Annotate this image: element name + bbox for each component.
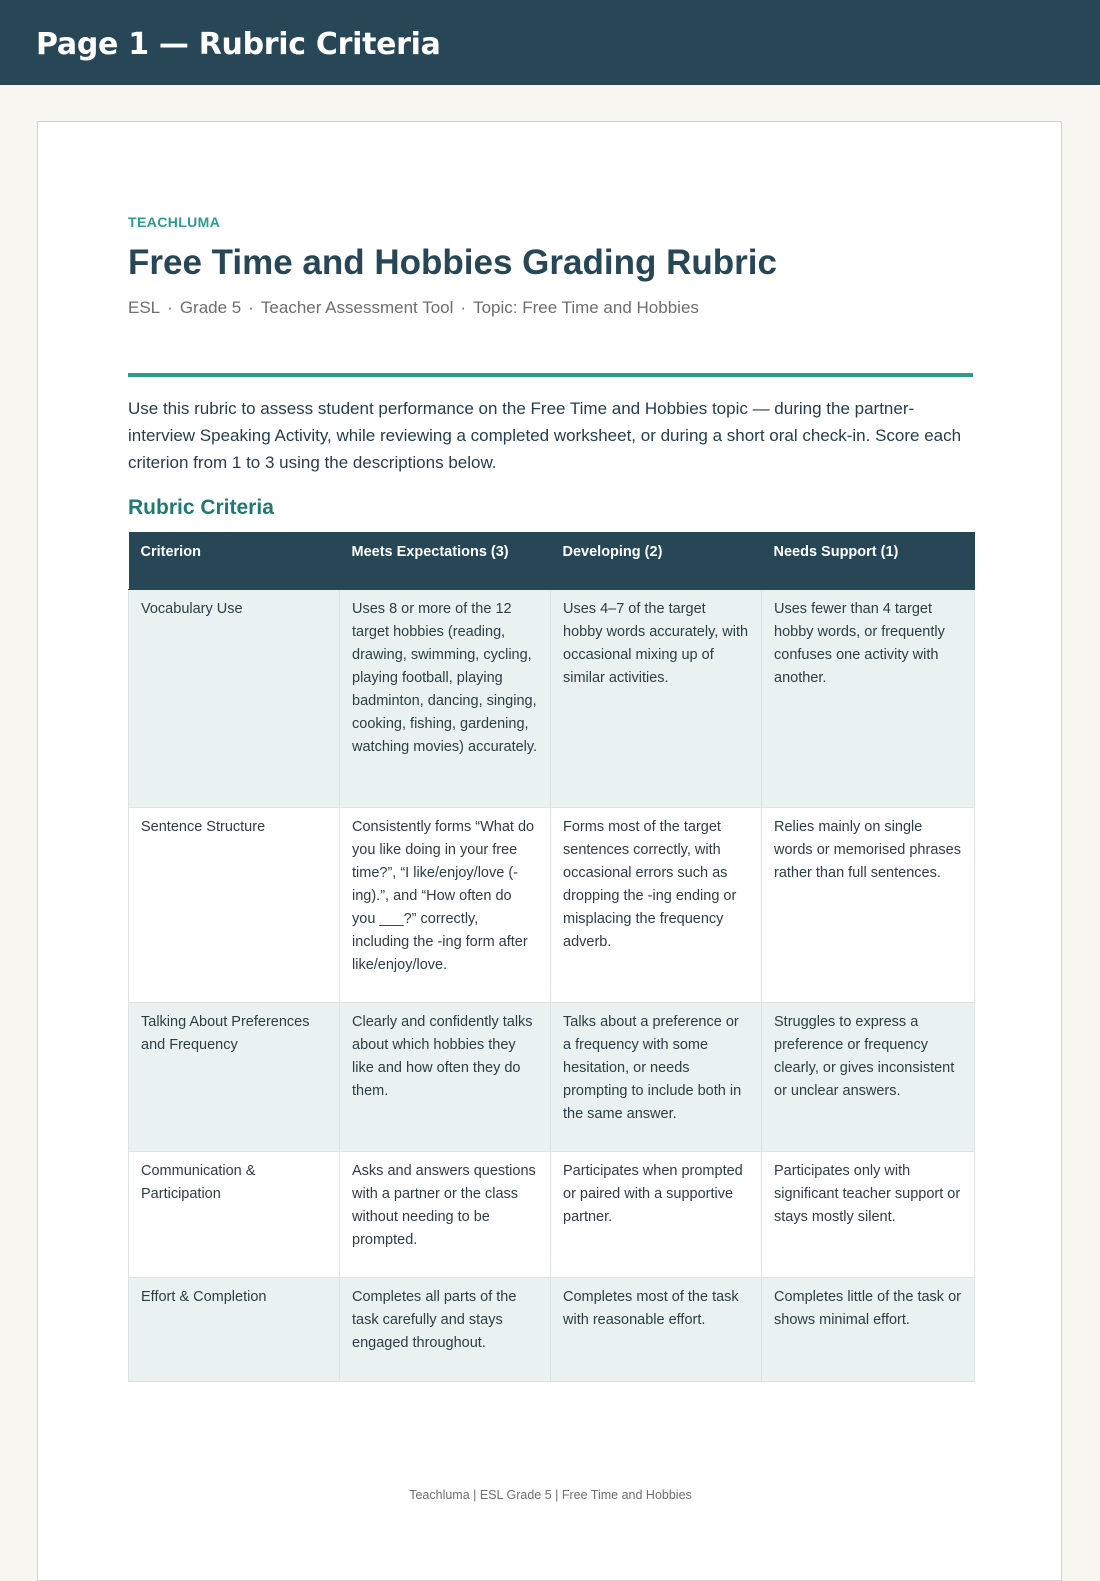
document-page	[37, 121, 1062, 1581]
table-row	[129, 1002, 975, 1151]
criterion-cell: Communication & Participation	[129, 1151, 340, 1277]
meets-cell: Clearly and confidently talks about which hobbies they like and how often they do them.	[340, 1002, 551, 1151]
top-banner	[0, 0, 1100, 85]
meta-tool: Teacher Assessment Tool	[260, 298, 454, 317]
developing-cell: Talks about a preference or a frequency with some hesitation, or needs prompting to include both in the same answer.	[551, 1002, 762, 1151]
page-footer: Teachluma | ESL Grade 5 | Free Time and Hobbies	[409, 1488, 692, 1502]
document-title: Free Time and Hobbies Grading Rubric	[128, 243, 777, 282]
column-header-developing: Developing (2)	[551, 532, 762, 589]
intro-paragraph: Use this rubric to assess student performance on the Free Time and Hobbies topic — during the partner-interview Speaking Activity, while reviewing a completed worksheet, or during a short oral check-in. Score each criterion from 1 to 3 using the descriptions below.	[128, 399, 962, 472]
document-meta	[128, 296, 699, 320]
developing-cell: Uses 4–7 of the target hobby words accurately, with occasional mixing up of similar activities.	[551, 589, 762, 807]
meta-subject: ESL	[128, 298, 161, 317]
needs-support-cell: Uses fewer than 4 target hobby words, or frequently confuses one activity with another.	[762, 589, 975, 807]
brand-label: TEACHLUMA	[128, 214, 221, 230]
criterion-cell: Vocabulary Use	[129, 589, 340, 807]
meta-separator: ·	[167, 298, 173, 317]
table-row	[129, 807, 975, 1002]
criterion-cell: Effort & Completion	[129, 1277, 340, 1381]
column-header-criterion: Criterion	[129, 532, 340, 589]
needs-support-cell: Struggles to express a preference or frequency clearly, or gives inconsistent or unclear answers.	[762, 1002, 975, 1151]
column-header-needs-support: Needs Support (1)	[762, 532, 975, 589]
developing-cell: Participates when prompted or paired with a supportive partner.	[551, 1151, 762, 1277]
rubric-header-row	[129, 532, 975, 589]
meets-cell: Asks and answers questions with a partner or the class without needing to be prompted.	[340, 1151, 551, 1277]
needs-support-cell: Participates only with significant teacher support or stays mostly silent.	[762, 1151, 975, 1277]
developing-cell: Completes most of the task with reasonable effort.	[551, 1277, 762, 1381]
title-divider	[128, 373, 973, 377]
meta-grade: Grade 5	[179, 298, 242, 317]
meta-separator: ·	[460, 298, 467, 317]
meets-cell: Completes all parts of the task carefully and stays engaged throughout.	[340, 1277, 551, 1381]
section-heading: Rubric Criteria	[128, 496, 274, 519]
needs-support-cell: Completes little of the task or shows minimal effort.	[762, 1277, 975, 1381]
table-row	[129, 1151, 975, 1277]
table-row	[129, 589, 975, 807]
rubric-table	[128, 532, 975, 1382]
developing-cell: Forms most of the target sentences correctly, with occasional errors such as dropping the -ing ending or misplacing the frequency adverb.	[551, 807, 762, 1002]
table-row	[129, 1277, 975, 1381]
meta-separator: ·	[248, 298, 254, 317]
meta-topic: Topic: Free Time and Hobbies	[473, 298, 699, 317]
column-header-meets: Meets Expectations (3)	[340, 532, 551, 589]
criterion-cell: Sentence Structure	[129, 807, 340, 1002]
meets-cell: Uses 8 or more of the 12 target hobbies (reading, drawing, swimming, cycling, playing football, playing badminton, dancing, singing, cooking, fishing, gardening, watching movies) accurately.	[340, 589, 551, 807]
page-banner-title: Page 1 — Rubric Criteria	[36, 27, 441, 62]
meets-cell: Consistently forms “What do you like doing in your free time?”, “I like/enjoy/love (-ing).”, and “How often do you ___?” correctly, including the -ing form after like/enjoy/love.	[340, 807, 551, 1002]
criterion-cell: Talking About Preferences and Frequency	[129, 1002, 340, 1151]
needs-support-cell: Relies mainly on single words or memorised phrases rather than full sentences.	[762, 807, 975, 1002]
